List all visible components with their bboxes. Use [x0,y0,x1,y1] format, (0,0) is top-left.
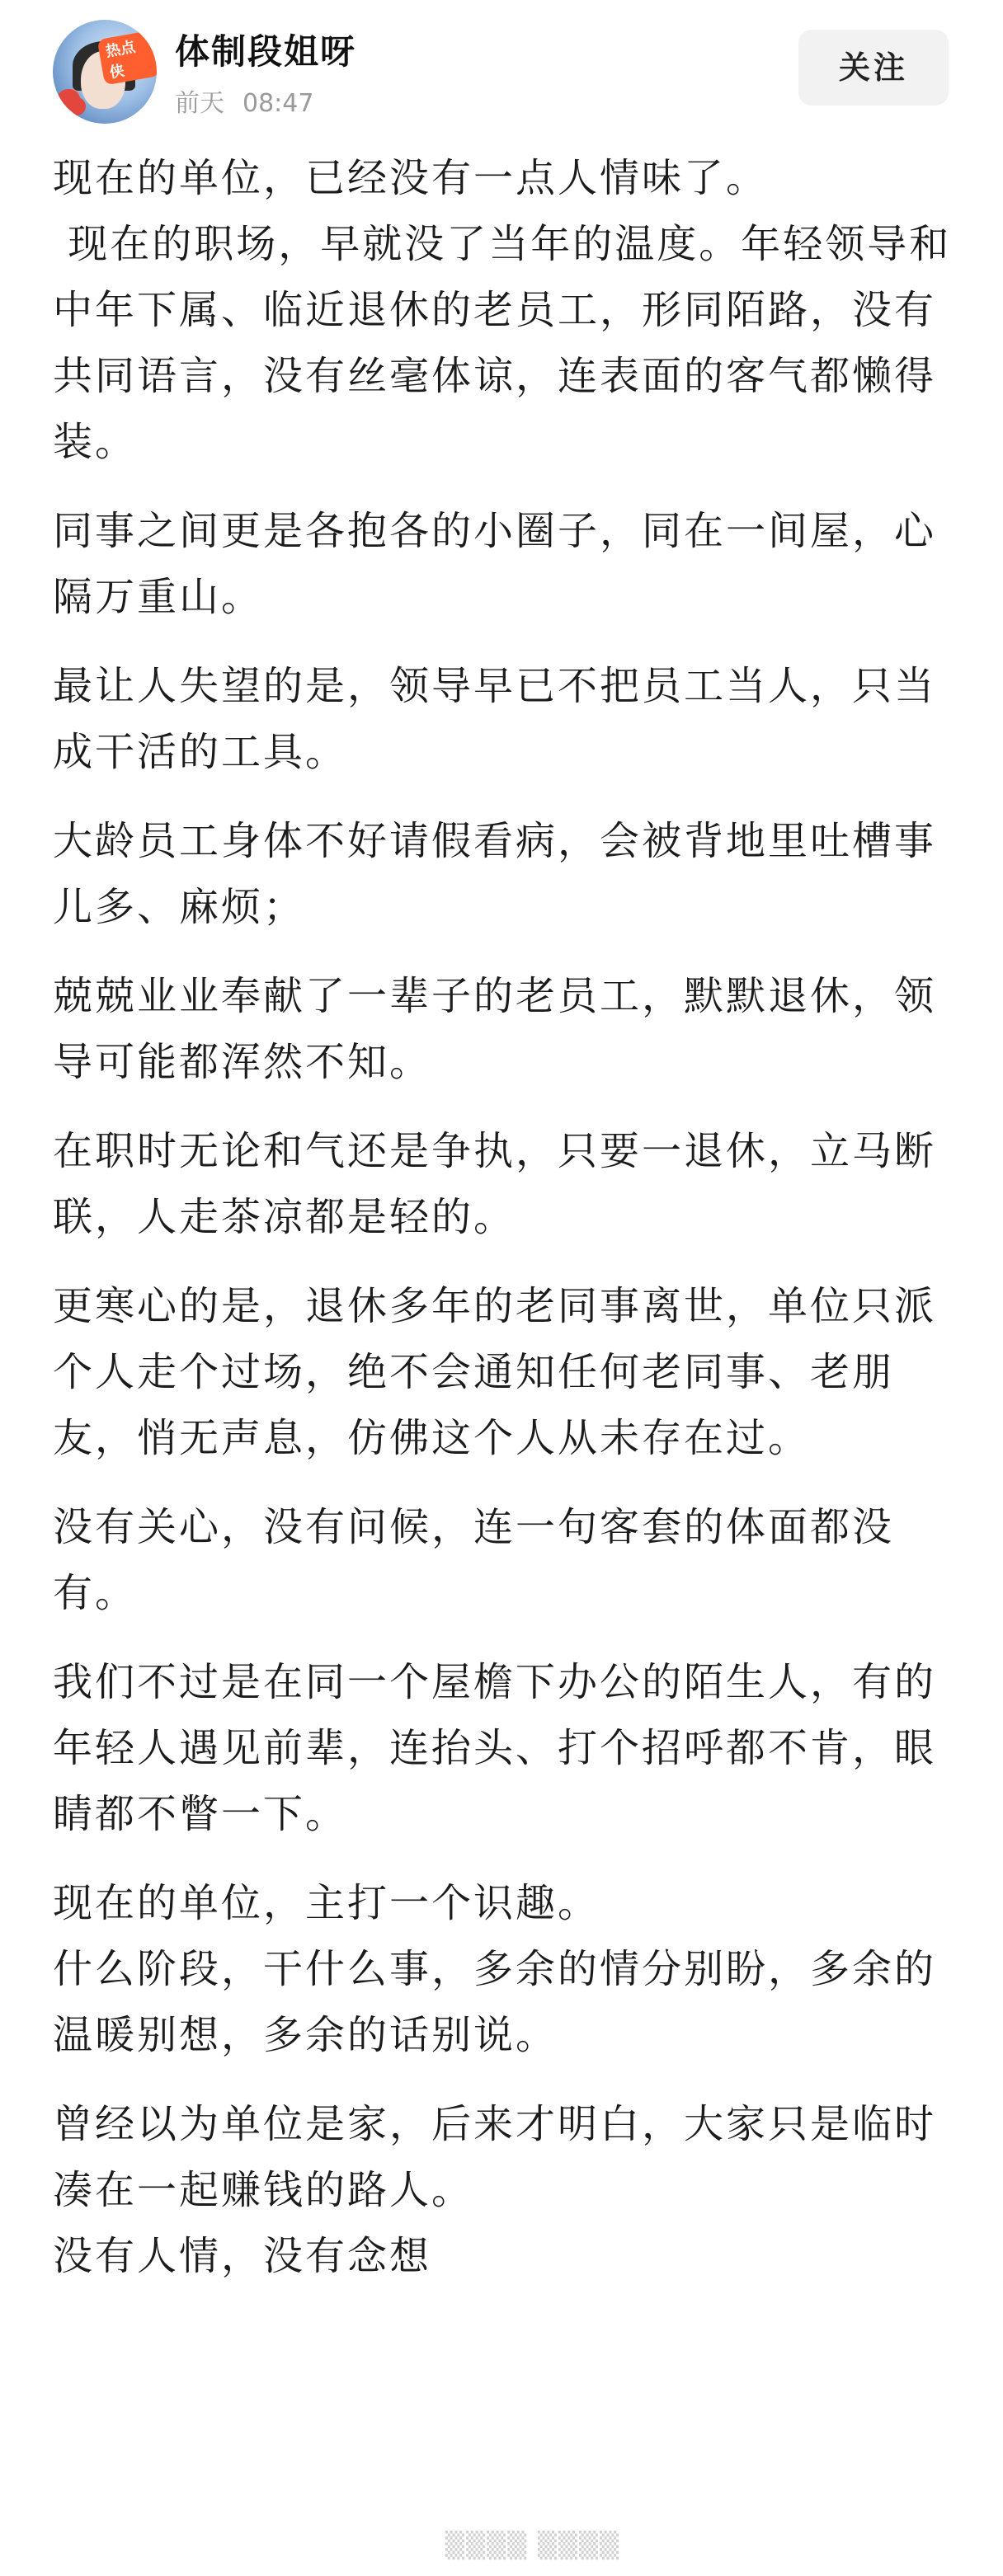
post-date: 前天 [175,89,224,118]
watermark: ▒▒▒▒ ▒▒▒▒ [445,2531,621,2560]
flower-icon [56,89,81,114]
paragraph: 最让人失望的是，领导早已不把员工当人，只当成干活的工具。 [53,663,937,775]
paragraph: 在职时无论和气还是争执，只要一退休，立马断联，人走茶凉都是轻的。 [53,1128,937,1240]
post-body [53,145,960,2289]
paragraph: 没有关心，没有问候，连一句客套的体面都没有。 [53,1504,895,1616]
username[interactable]: 体制段姐呀 [175,31,357,72]
paragraph: 我们不过是在同一个屋檐下办公的陌生人，有的年轻人遇见前辈，连抬头、打个招呼都不肯，眼睛都不瞥一下。 [53,1659,937,1837]
paragraph: 同事之间更是各抱各的小圈子，同在一间屋，心隔万重山。 [53,508,937,620]
post-time: 08:47 [243,89,314,118]
paragraph: 大龄员工身体不好请假看病，会被背地里吐槽事儿多、麻烦； [53,818,937,930]
avatar-badge: 热点侠 [97,31,157,86]
paragraph: 现在的单位，已经没有一点人情味了。 现在的职场，早就没了当年的温度。年轻领导和中年下属、临近退休的老员工，形同陌路，没有共同语言，没有丝毫体谅，连表面的客气都懒得装。 [53,155,952,465]
post-meta [175,82,313,119]
avatar[interactable] [53,20,157,124]
paragraph: 兢兢业业奉献了一辈子的老员工，默默退休，领导可能都浑然不知。 [53,973,937,1085]
post-header [0,0,1003,140]
paragraph: 现在的单位，主打一个识趣。 什么阶段，干什么事，多余的情分别盼，多余的温暖别想，多余的话别说。 [53,1880,937,2058]
paragraph: 更寒心的是，退休多年的老同事离世，单位只派个人走个过场，绝不会通知任何老同事、老朋友，悄无声息，仿佛这个人从未存在过。 [53,1283,937,1461]
follow-button[interactable]: 关注 [798,30,949,106]
paragraph: 曾经以为单位是家，后来才明白，大家只是临时凑在一起赚钱的路人。 没有人情，没有念想 [53,2101,937,2279]
